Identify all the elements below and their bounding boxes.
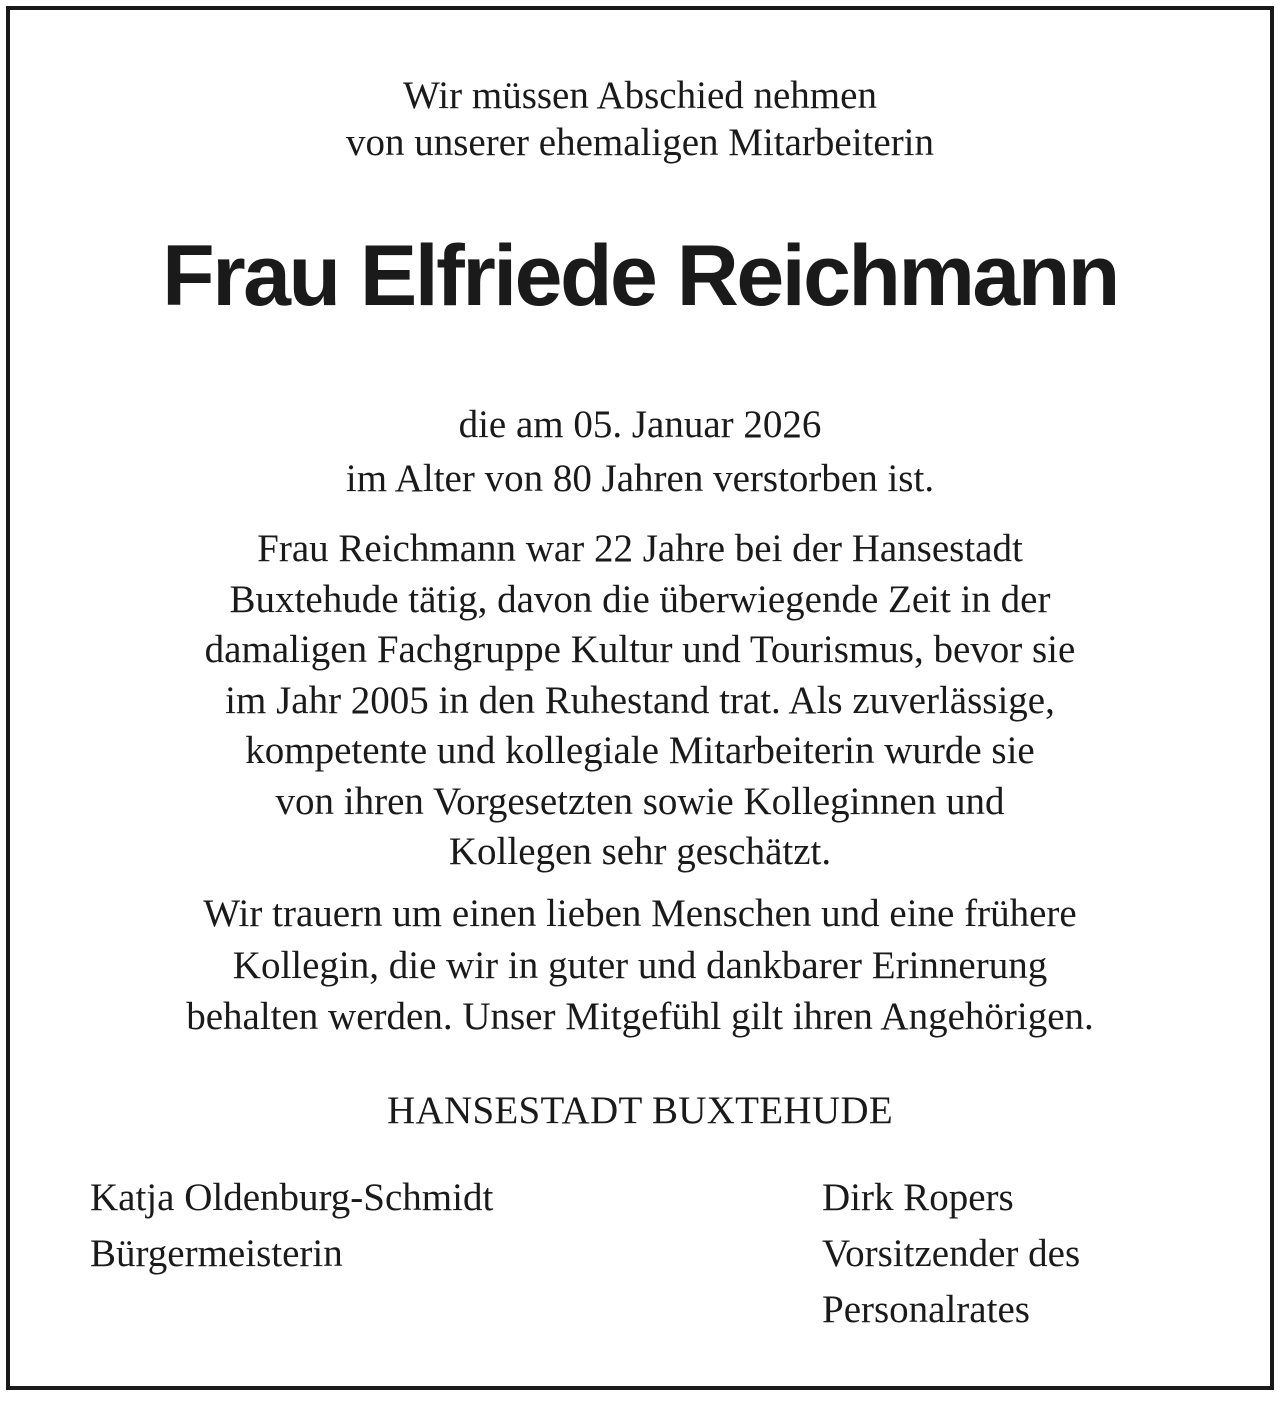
intro-text: Wir müssen Abschied nehmen von unserer ehemaligen Mitarbeiterin	[345, 74, 935, 164]
signer-role: Bürgermeisterin	[90, 1232, 343, 1275]
organization-name: HANSESTADT BUXTEHUDE	[387, 1089, 893, 1132]
signer-role: Vorsitzender des Personalrates	[822, 1232, 1081, 1331]
signer-name: Katja Oldenburg-Schmidt	[90, 1176, 494, 1219]
death-details: die am 05. Januar 2026 im Alter von 80 Jahren verstorben ist.	[345, 403, 935, 500]
obituary-notice	[6, 6, 1274, 1390]
condolence-paragraph: Wir trauern um einen lieben Menschen und eine frühere Kollegin, die wir in guter und dankbarer Erinnerung behalten werden. Unser Mitgefühl gilt ihren Angehörigen.	[186, 892, 1094, 1038]
deceased-name: Frau Elfriede Reichmann	[162, 228, 1118, 324]
signer-mayor	[90, 1170, 493, 1282]
career-paragraph: Frau Reichmann war 22 Jahre bei der Hansestadt Buxtehude tätig, davon die überwiegende Zeit in der damaligen Fachgruppe Kultur und Tourismus, bevor sie im Jahr 2005 in den Ruhestand trat. Als zuverlässige, kompetente und kollegiale Mitarbeiterin wurde sie von ihren Vorgesetzten sowie Kolleginnen und Kollegen sehr geschätzt.	[204, 527, 1076, 873]
signer-staff-council	[822, 1170, 1080, 1338]
signer-name: Dirk Ropers	[822, 1176, 1014, 1219]
